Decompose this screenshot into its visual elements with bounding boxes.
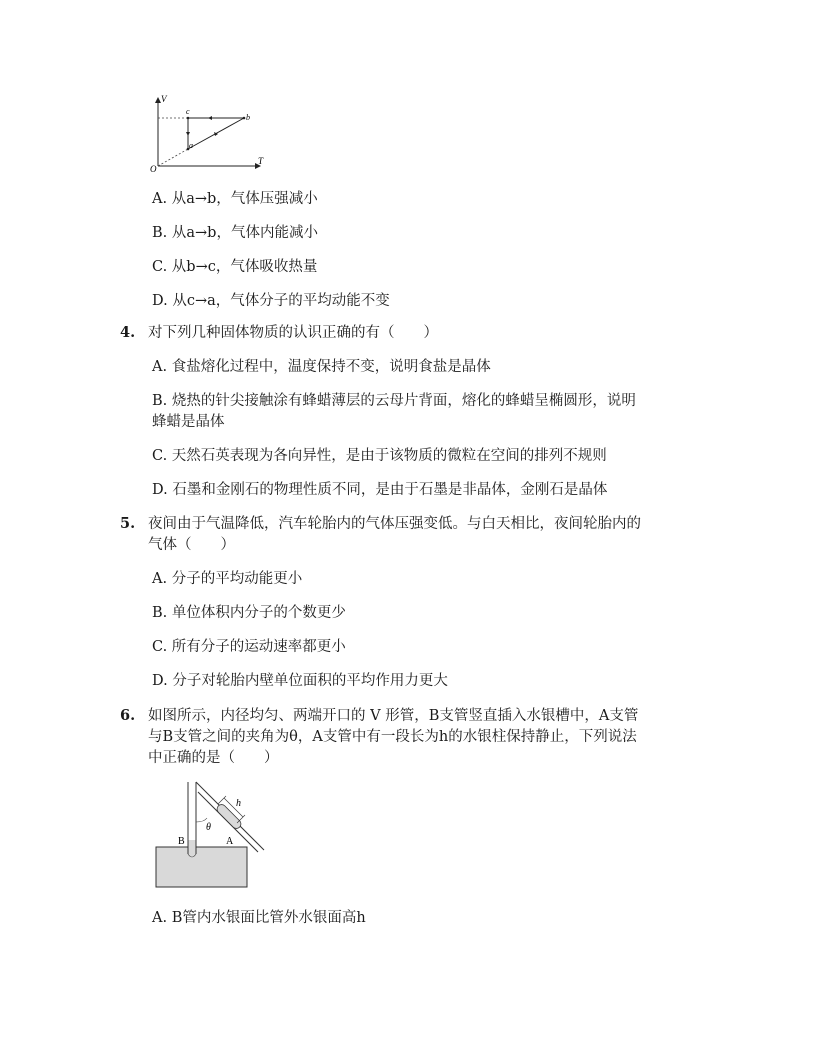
q6-number: 6. — [120, 707, 136, 724]
q3-option-b: B. 从a→b，气体内能减小 — [152, 225, 318, 241]
dashed-line-origin-a — [158, 149, 188, 166]
q5-number: 5. — [120, 515, 136, 532]
label-c: c — [186, 107, 190, 116]
q6-stem-line2: 与B支管之间的夹角为θ，A支管中有一段长为h的水银柱保持静止，下列说法 — [148, 729, 637, 745]
q4-option-b-line2: 蜂蜡是晶体 — [152, 414, 225, 430]
q5-option-c: C. 所有分子的运动速率都更小 — [152, 639, 346, 655]
q6-option-a: A. B管内水银面比管外水银面高h — [152, 910, 366, 926]
label-t: T — [258, 156, 264, 166]
label-b: B — [178, 836, 185, 847]
arrow-b-c — [208, 116, 212, 120]
q4-number: 4. — [120, 324, 136, 341]
q4-option-a: A. 食盐熔化过程中，温度保持不变，说明食盐是晶体 — [152, 359, 491, 375]
mercury-in-b-tube — [189, 840, 196, 854]
q3-option-a: A. 从a→b，气体压强减小 — [152, 191, 318, 207]
label-h: h — [236, 798, 241, 809]
label-b: b — [246, 113, 250, 122]
q6-stem-line3: 中正确的是（ ） — [148, 750, 279, 766]
vt-graph-figure — [148, 92, 273, 176]
label-a: A — [226, 836, 234, 847]
label-theta: θ — [206, 822, 211, 833]
q5-option-d: D. 分子对轮胎内壁单位面积的平均作用力更大 — [152, 673, 448, 689]
q4-stem: 对下列几种固体物质的认识正确的有（ ） — [148, 325, 438, 341]
label-a: a — [189, 141, 193, 150]
q3-option-d: D. 从c→a，气体分子的平均动能不变 — [152, 293, 390, 309]
v-tube-figure — [150, 778, 270, 890]
mercury-trough — [156, 847, 247, 887]
q6-stem-line1: 如图所示，内径均匀、两端开口的 V 形管，B支管竖直插入水银槽中，A支管 — [148, 708, 639, 724]
label-v: V — [161, 94, 167, 104]
q4-option-b-line1: B. 烧热的针尖接触涂有蜂蜡薄层的云母片背面，熔化的蜂蜡呈椭圆形，说明 — [152, 393, 636, 409]
q4-option-d: D. 石墨和金刚石的物理性质不同，是由于石墨是非晶体，金刚石是晶体 — [152, 482, 608, 498]
q5-stem-line2: 气体（ ） — [148, 537, 235, 553]
q4-option-c: C. 天然石英表现为各向异性，是由于该物质的微粒在空间的排列不规则 — [152, 448, 607, 464]
q3-option-c: C. 从b→c，气体吸收热量 — [152, 259, 318, 275]
arrow-c-a — [186, 132, 190, 136]
q5-stem-line1: 夜间由于气温降低，汽车轮胎内的气体压强变低。与白天相比，夜间轮胎内的 — [148, 516, 641, 532]
q5-option-a: A. 分子的平均动能更小 — [152, 571, 303, 587]
q5-option-b: B. 单位体积内分子的个数更少 — [152, 605, 346, 621]
label-origin: O — [150, 164, 157, 174]
